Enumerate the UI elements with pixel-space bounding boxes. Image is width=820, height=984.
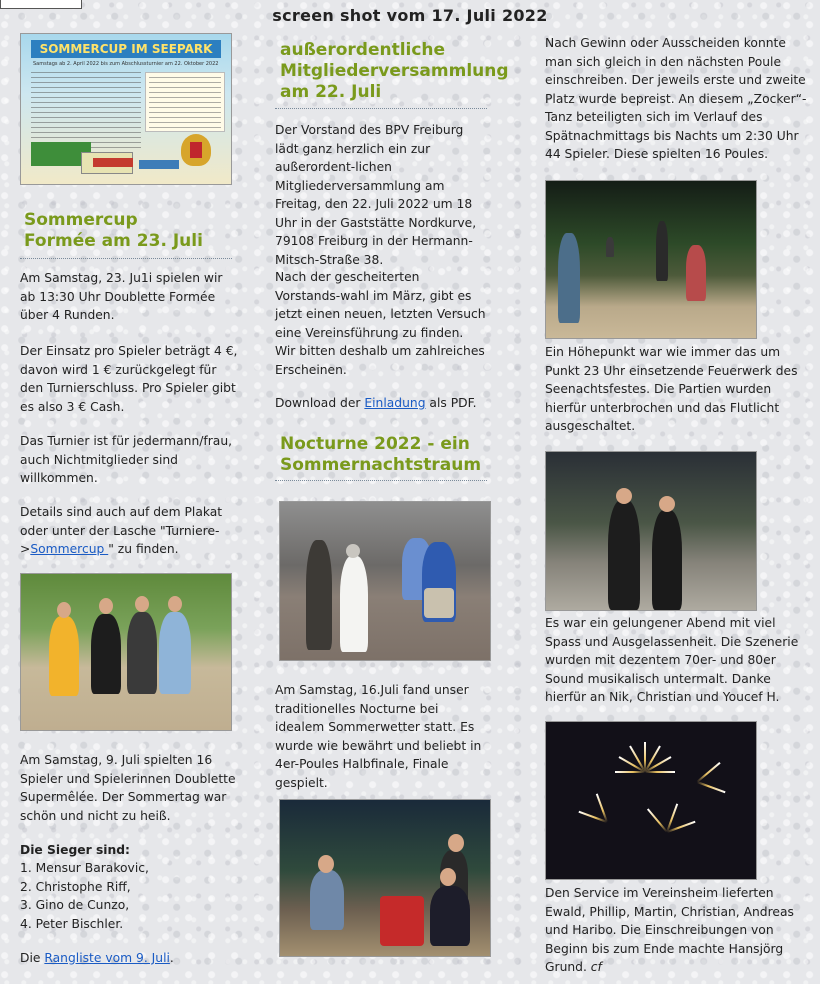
poster-subtitle: Samstags ab 2. April 2022 bis zum Abschlussturnier am 22. Oktober 2022 [33, 61, 219, 67]
winners-photo[interactable] [20, 573, 232, 731]
poster-body-text [31, 72, 141, 152]
winners-title: Die Sieger sind: [20, 843, 130, 857]
heading-divider [275, 108, 487, 109]
poster-title: SOMMERCUP IM SEEPARK [31, 40, 221, 58]
rangliste-paragraph [20, 949, 238, 968]
download-paragraph [275, 394, 487, 413]
versammlung-heading: außerordentliche Mitgliederversammlung am 22. Juli [280, 40, 509, 102]
einladung-link[interactable]: Einladung [364, 396, 426, 410]
paragraph-text: als PDF. [425, 396, 477, 410]
right-paragraph-2: Ein Höhepunkt war wie immer das um Punkt 23 Uhr einsetzende Feuerwerk des Seenachtsfestes. Die Partien wurden hierfür unterbrochen und das Flutlicht ausgeschaltet. [545, 345, 798, 433]
sommercup-paragraph-2: Der Einsatz pro Spieler beträgt 4 €, davon wird 1 € zurückgelegt für den Turnierschluss. Pro Spieler gibt es also 3 € Cash. [20, 344, 238, 414]
poster-crest-icon [181, 134, 211, 166]
sommercup-paragraph-4 [20, 503, 238, 559]
paragraph-text: Download der [275, 396, 365, 410]
night-players-photo[interactable] [545, 451, 757, 611]
sommercup-paragraph-1: Am Samstag, 23. Ju1i spielen wir ab 13:30 Uhr Doublette Formée über 4 Runden. [20, 271, 223, 322]
list-item: 1. Mensur Barakovic, [20, 861, 149, 875]
nocturne-heading: Nocturne 2022 - ein Sommernachtstraum [280, 434, 482, 475]
right-paragraph-3: Es war ein gelungener Abend mit viel Spass und Ausgelassenheit. Die Szenerie wurden mit dezentem 70er- und 80er Sound musikalisch untermalt. Danke hierfür an Nik, Christian und Youcef H. [545, 616, 799, 704]
paragraph-text: Details sind auch auf dem Plakat oder unter der Lasche "Turniere-> [20, 505, 223, 556]
nocturne-photo-1[interactable] [279, 501, 491, 661]
list-item: 3. Gino de Cunzo, [20, 898, 130, 912]
fireworks-photo[interactable] [545, 721, 757, 880]
page-title: screen shot vom 17. Juli 2022 [272, 6, 548, 25]
nocturne-photo-2[interactable] [279, 799, 491, 957]
author-signature: cf [590, 960, 602, 974]
right-paragraph-4 [545, 884, 807, 977]
winners-list [20, 859, 238, 933]
poster-calendar [145, 72, 225, 132]
sommercup-poster-image[interactable] [20, 33, 232, 185]
rangliste-link[interactable]: Rangliste vom 9. Juli [44, 951, 170, 965]
sommercup-link[interactable]: Sommercup [30, 542, 109, 556]
heading-divider [275, 480, 487, 481]
paragraph-text: . [169, 951, 174, 965]
paragraph-text: Den Service im Vereinsheim lieferten Ewald, Phillip, Martin, Christian, Andreas und Haribo. Die Einschreibungen von Beginn bis zum Ende machte Hansjörg Grund. [545, 886, 794, 974]
sommercup-heading: Sommercup Formée am 23. Juli [24, 210, 203, 251]
paragraph-text: Die [20, 951, 45, 965]
sommercup-paragraph-3: Das Turnier ist für jedermann/frau, auch Nichtmitglieder sind willkommen. [20, 434, 233, 485]
nocturne-paragraph: Am Samstag, 16.Juli fand unser traditionelles Nocturne bei idealem Sommerwetter statt. Es wurde wie bewährt und beliebt in 4er-Poules Halbfinale, Finale gespielt. [275, 683, 482, 790]
versammlung-paragraph-1: Der Vorstand des BPV Freiburg lädt ganz herzlich ein zur außerordent-lichen Mitgliederversammlung am Freitag, den 22. Juli 2022 um 18 Uhr in der Gaststätte Nordkurve, 79108 Freiburg in der Hermann-Mitsch-Straße 38. [275, 123, 477, 267]
list-item: 4. Peter Bischler. [20, 916, 124, 931]
sponsor-logo-icon [139, 160, 179, 169]
evening-game-photo[interactable] [545, 180, 757, 339]
supermelee-paragraph: Am Samstag, 9. Juli spielten 16 Spieler und Spielerinnen Doublette Supermêlée. Der Sommertag war schön und nicht zu heiß. [20, 753, 236, 823]
list-item: 2. Christophe Riff, [20, 879, 131, 894]
right-paragraph-1: Nach Gewinn oder Ausscheiden konnte man sich gleich in den nächsten Poule einschreiben. Der jeweils erste und zweite Platz wurde bepreist. An diesem „Zocker“-Tanz beteiligten sich im Verlauf des Spätnachmittags bis Nachts um 2:30 Uhr 44 Spieler. Diese spielten 16 Poules. [545, 36, 807, 161]
versammlung-paragraph-2: Nach der gescheiterten Vorstands-wahl im März, gibt es jetzt einen neuen, letzten Versuch eine Vereinsführung zu finden. Wir bitten deshalb um zahlreiches Erscheinen. [275, 270, 486, 377]
sponsor-logo-icon [93, 158, 133, 167]
paragraph-text: " zu finden. [108, 542, 179, 556]
heading-divider [20, 258, 232, 259]
